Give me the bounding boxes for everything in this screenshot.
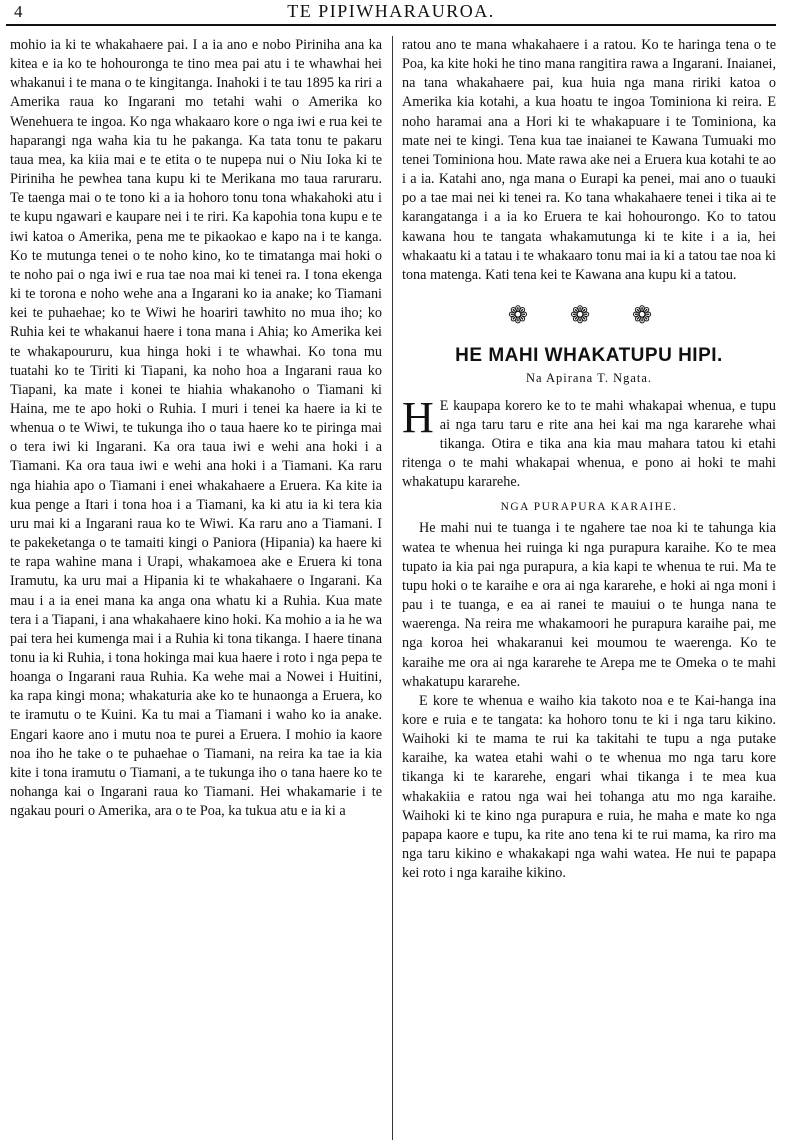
running-title: TE PIPIWHARAUROA. [287,1,495,21]
right-column [402,36,776,1142]
ornament-divider: ❁ ❁ ❁ [507,303,671,330]
article-title: HE MAHI WHAKATUPU HIPI. [455,345,723,367]
drop-cap: H [402,392,434,442]
body-paragraph: He mahi nui te tuanga i te ngahere tae noa ki te tahunga kia watea te whenua hei ruinga ki nga purapura karaihe. Ko te mea tupato ia kia pai nga purapura, a kia kapi te whenua te rui. Ma te tupu hoki o te karaihe e ora ai nga kararehe, e hoki ai nga moni i pau i te tuanga, e ea ai ranei te mauiui o te hunga nana te waerenga. Na reira me whakamoori he purapura karaihe pai, me nga koroa hei whakaranui kei moumou te waerenga. Ko te karaihe me ora ai nga kararehe te Arepa me te Omeka o te mahi whakatupu kararehe. [402,520,776,690]
body-paragraph: mohio ia ki te whakahaere pai. I a ia ano e nobo Piriniha ana ka kitea e ia ko te hohouronga te tino mea pai atu i te whawhai hei whakanui i te mana o te kingitanga. Inahoki i te tau 1895 ka riri a Amerika raua ko Ingarani mo tetahi wahi o Amerika ko Wenehuera te ingoa. Ko nga whakaaro kore o nga iwi e rua kei te haparangi nga waha kia tu he pakanga. Ka tata tonu te pakaru taua mea, ka kiia mai e te etita o te nupepa nui o Niu Ioka ki te Piriniha he pewhea tana kupu ki te Merikana mo taua raruraru. Te taenga mai o te tono ki a ia hohoro tonu tona whakahoki atu i te kupu ngawari e kaupare nei i te riri. Ka kapohia tona kupu e te iwi katoa o Amerika, pena me te pikaokao e kapo na i te kanga. Ko te mutunga tenei o te noho kino, ko te timatanga mai hoki o te noho pai o nga iwi e rua tae noa mai ki tenei ra. I tona ekenga ki te torona e noho wehe ana a Ingarani ko ia anake; ko Tiamani kei te puhaehae; ko te Wiwi he hoariri tawhito no mua iho; ko Ruhia kei te whakanui haere i tona mana i Ahia; ko Amerika kei te whakapoururu, kua hinga hoki i te whawhai. Ko tona mu tuatahi ko te Tiriti ki Tiapani, ka noho hoa a Ingarani raua ko Tiapani, ka mate i konei te hiahia whakanoho o Tiamani ki Haina, me te apo hoki o Ruhia. I muri i tenei ka haere ia ki te whenua o te Wiwi, te tukunga iho o taua haere ko te piringa mai o tera iwi ki Ingarani. Ka ora taua iwi e wehi ana hoki i a Tiamani. Ka ora taua iwi e wehi ana hoki i a Tiamani. Ka raru nga hiahia apo o Tiamani i enei whakahaere a Eruera. Ka kite ia kua penge a Itari i tona hoa i a Tiamani, ka ki atu ia ki tera kia uru mai ki a Ingarani raua ko te Wiwi. Ka raru ano a Tiamani. I te pakeketanga o te tamaiti kingi o Paniora (Hipania) ka haere ki te rapa wahine mana i Urapi, whakamoea ake e Eruera ki tona Iramutu, ka uru mai a Hipania ki te whakahaere o Ingarani. Ka mau i a ia enei mana ka anga ona whatu ki a Ruhia. Kua mate tera i a Tiapani, i ana whakahaere kino hoki. Ka mohio a ia he wa pai tera hei kumenga mai i a Ruhia ki tona tikanga. I haere tinana tonu ia ki Ruhia, i tona hokinga mai kua haere i roto i nga pepa te hoanga o Ingarani raua Ruhia. Ka wehe mai a Nowei i Huitini, ka rapa kingi mona; whakaturia ake ko te hunaonga a Eruera, ko te iramutu o te Kuini. Ka tu mai a Tiamani i waho ko ia anake. Engari kaore ano i mutu noa te purei a Eruera. I mohio ia kaore noa iho he take o te puhaehae o Tiamani, na reira ka tae ia kia kite i tona iramutu o Tiamani, a te tukunga iho o tana haere ko te nohanga kai o Ingarani raua ko Tiamani. Hei whakamarie i te ngakau pouri o Amerika, ara o te Poa, ka tukua atu e ia ki a [10,37,382,820]
section-subheading: NGA PURAPURA KARAIHE. [500,501,678,514]
article-intro [402,392,776,493]
body-paragraph-continuation: ratou ano te mana whakahaere i a ratou. Ko te haringa tena o te Poa, ka kite hoki he tino mana rangitira rawa a Ingarani. Inaianei, na tana whakahaere pai, kua huia nga mana ririki katoa o Amerika kia kotahi, a kua hoatu te ingoa Tominiona ki reira. E noho haramai ana a Hori ki te whakapuare i te Tominiona, ka mate nei te kingi. Tena kua tae inaianei te Kawana Tumuaki mo tenei Tominiona hou. Mate rawa ake nei a Eruera kua kotahi te ao i a ia. Katahi ano, nga mana o Eurapi ka penei, mai ano o tuauki po a tae mai nei ki tenei ra. Ko tana whakahaere tenei i tika ai te karangatanga i a ia ko Eruera te kai hohourongo. Ko to tatou kawana hou te tangata whakamutunga ki te kite i a ia, hei whakaatu ki a tatau i te whakaaro tonu mai ia ki a tatou tae noa ki tona matenga. Kati tena kei te Kawana ana kupu ki a tatou. [402,37,776,283]
body-paragraph: E kore te whenua e waiho kia takoto noa e te Kai-hanga ina kore e ruia e te tangata: ka hohoro tonu te ki i nga taru kikino. Waihoki ki te mama te rui ka takitahi te tupu a nga putake karaihe, ka watea etahi wahi o te whenua mo nga taru kore tikanga ki te kararehe, engari whai tikanga i te mea kua whakakiia e ratou nga wai hei tohanga atu mo nga karaihe. Waihoki ki te kino nga purapura e ruia, he maha e mate ko nga papapa kaore e tupu, ka rite ano tena ki te rui mama, ka riro ma nga taru kikino e whakakapi nga wahi watea. He nui te papapa kei roto i nga karaihe kikino. [402,692,776,882]
article-byline: Na Apirana T. Ngata. [525,371,653,386]
article-intro-text: E kaupapa korero ke to te mahi whakapai whenua, e tupu ai nga taru taru e rite ana hei kai ma nga kararehe whai tikanga. Otira e tika ana kia mau mahara tatou ki etahi ritenga o te mahi whakapai whenua, e pono ai hoki te mahi whakatupu kararehe. [402,397,776,491]
page-number: 4 [14,2,23,21]
left-column [10,36,382,1142]
column-divider [392,36,393,1140]
page-header [6,0,776,26]
